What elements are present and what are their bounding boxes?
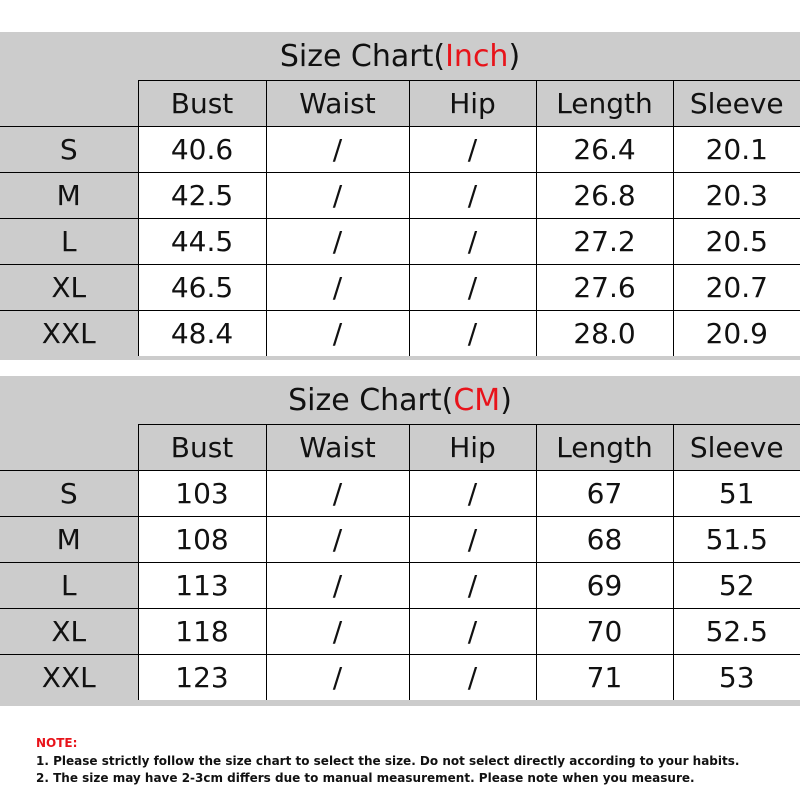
note-line-1: 1. Please strictly follow the size chart to select the size. Do not select directly according to your habits. — [36, 754, 740, 768]
cell-length: 70 — [536, 609, 673, 655]
cell-waist: / — [266, 609, 409, 655]
cell-size: S — [0, 127, 138, 173]
cell-size: S — [0, 471, 138, 517]
table-row — [0, 609, 800, 655]
cell-length: 68 — [536, 517, 673, 563]
cell-sleeve: 51.5 — [673, 517, 800, 563]
cell-length: 71 — [536, 655, 673, 701]
cell-sleeve: 20.1 — [673, 127, 800, 173]
cell-bust: 42.5 — [138, 173, 266, 219]
cell-hip: / — [409, 563, 536, 609]
cell-waist: / — [266, 563, 409, 609]
cell-waist: / — [266, 655, 409, 701]
cell-size: XL — [0, 265, 138, 311]
chart-title-inch-close: ) — [508, 39, 521, 74]
cell-hip: / — [409, 311, 536, 357]
chart-title-inch — [0, 32, 800, 80]
header-cell-empty — [0, 425, 138, 471]
cell-length: 27.2 — [536, 219, 673, 265]
note-section — [36, 735, 776, 787]
chart-title-inch-unit: Inch — [445, 39, 509, 74]
cell-hip: / — [409, 265, 536, 311]
header-cell-bust: Bust — [138, 425, 266, 471]
cell-size: L — [0, 563, 138, 609]
size-chart-cm — [0, 376, 800, 706]
header-cell-hip: Hip — [409, 425, 536, 471]
table-row — [0, 471, 800, 517]
cell-size: XL — [0, 609, 138, 655]
size-table-inch — [0, 80, 800, 356]
cell-bust: 123 — [138, 655, 266, 701]
cell-length: 67 — [536, 471, 673, 517]
cell-sleeve: 20.9 — [673, 311, 800, 357]
chart-title-cm-unit: CM — [453, 383, 501, 418]
table-header-row — [0, 425, 800, 471]
cell-waist: / — [266, 517, 409, 563]
cell-size: M — [0, 517, 138, 563]
table-row — [0, 311, 800, 357]
cell-sleeve: 52.5 — [673, 609, 800, 655]
cell-hip: / — [409, 173, 536, 219]
size-chart-inch — [0, 32, 800, 360]
cell-waist: / — [266, 127, 409, 173]
cell-bust: 46.5 — [138, 265, 266, 311]
cell-sleeve: 53 — [673, 655, 800, 701]
cell-length: 69 — [536, 563, 673, 609]
chart-title-cm — [0, 376, 800, 424]
size-table-cm — [0, 424, 800, 700]
table-row — [0, 127, 800, 173]
table-row — [0, 265, 800, 311]
cell-length: 27.6 — [536, 265, 673, 311]
cell-sleeve: 51 — [673, 471, 800, 517]
cell-waist: / — [266, 173, 409, 219]
header-cell-length: Length — [536, 425, 673, 471]
cell-length: 26.4 — [536, 127, 673, 173]
cell-sleeve: 52 — [673, 563, 800, 609]
chart-title-cm-main: Size Chart( — [288, 383, 454, 418]
cell-bust: 118 — [138, 609, 266, 655]
table-header-row — [0, 81, 800, 127]
table-row — [0, 219, 800, 265]
header-cell-bust: Bust — [138, 81, 266, 127]
cell-waist: / — [266, 471, 409, 517]
cell-sleeve: 20.7 — [673, 265, 800, 311]
cell-sleeve: 20.3 — [673, 173, 800, 219]
table-row — [0, 655, 800, 701]
note-title: NOTE: — [36, 736, 78, 750]
cell-waist: / — [266, 265, 409, 311]
table-row — [0, 173, 800, 219]
note-line-2: 2. The size may have 2-3cm differs due to manual measurement. Please note when you measure. — [36, 771, 695, 785]
cell-hip: / — [409, 127, 536, 173]
cell-hip: / — [409, 219, 536, 265]
header-cell-length: Length — [536, 81, 673, 127]
cell-size: XXL — [0, 655, 138, 701]
chart-title-cm-close: ) — [500, 383, 512, 418]
header-cell-waist: Waist — [266, 81, 409, 127]
header-cell-sleeve: Sleeve — [673, 425, 800, 471]
cell-hip: / — [409, 471, 536, 517]
cell-length: 28.0 — [536, 311, 673, 357]
cell-sleeve: 20.5 — [673, 219, 800, 265]
cell-hip: / — [409, 655, 536, 701]
table-row — [0, 563, 800, 609]
cell-length: 26.8 — [536, 173, 673, 219]
cell-size: M — [0, 173, 138, 219]
cell-hip: / — [409, 517, 536, 563]
header-cell-hip: Hip — [409, 81, 536, 127]
cell-bust: 103 — [138, 471, 266, 517]
header-cell-sleeve: Sleeve — [673, 81, 800, 127]
cell-bust: 48.4 — [138, 311, 266, 357]
cell-hip: / — [409, 609, 536, 655]
header-cell-waist: Waist — [266, 425, 409, 471]
cell-size: XXL — [0, 311, 138, 357]
chart-title-inch-main: Size Chart( — [279, 39, 446, 74]
cell-bust: 113 — [138, 563, 266, 609]
cell-waist: / — [266, 219, 409, 265]
cell-size: L — [0, 219, 138, 265]
cell-bust: 108 — [138, 517, 266, 563]
header-cell-empty — [0, 81, 138, 127]
cell-bust: 44.5 — [138, 219, 266, 265]
cell-bust: 40.6 — [138, 127, 266, 173]
table-row — [0, 517, 800, 563]
cell-waist: / — [266, 311, 409, 357]
